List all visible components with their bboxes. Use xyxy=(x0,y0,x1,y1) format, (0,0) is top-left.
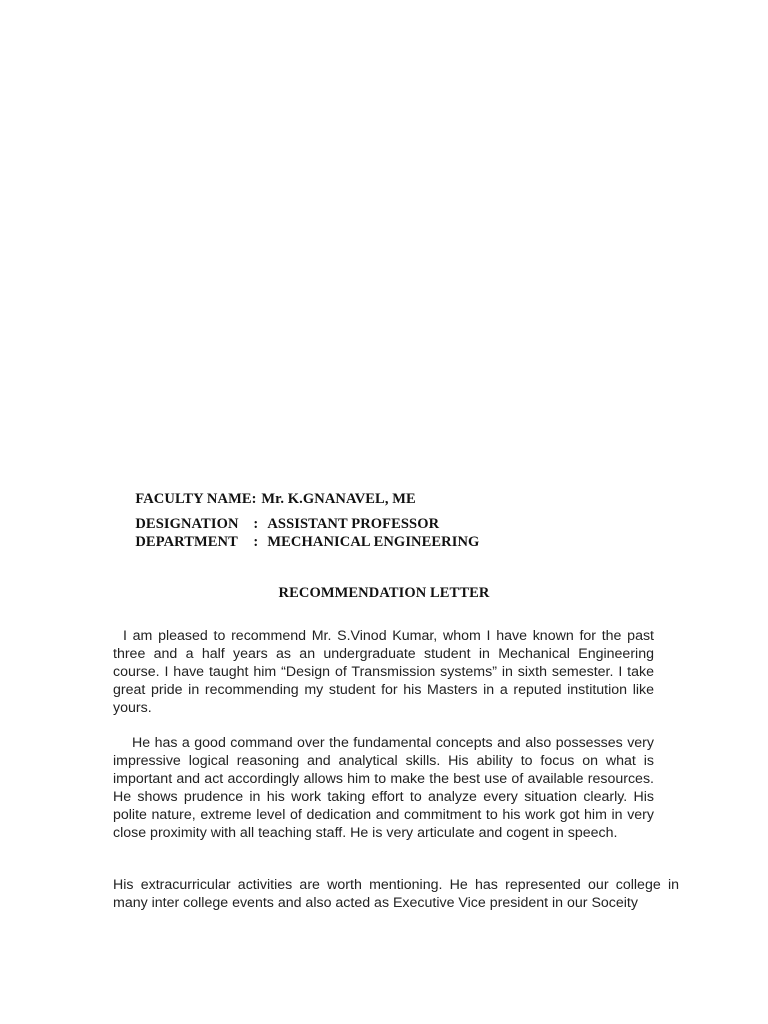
department-label: DEPARTMENT xyxy=(135,533,238,550)
letter-paragraph-2: He has a good command over the fundamental concepts and also possesses very impressive logical reasoning and analytical skills. His ability to focus on what is important and act accordingly allows him to make the best use of available resources. He shows prudence in his work taking effort to analyze every situation clearly. His polite nature, extreme level of dedication and commitment to his work got him in very close proximity with all teaching staff. He is very articulate and cogent in speech. xyxy=(113,735,654,841)
designation-value: ASSISTANT PROFESSOR xyxy=(267,516,440,532)
faculty-name-line xyxy=(113,473,479,507)
letter-paragraph-1: I am pleased to recommend Mr. S.Vinod Kumar, whom I have known for the past three and a half years as an undergraduate student in Mechanical Engineering course. I have taught him “Design of Transmission systems” in sixth semester. I take great pride in recommending my student for his Masters in a reputed institution like yours. xyxy=(113,628,654,716)
faculty-header xyxy=(113,473,480,550)
letter-paragraph-3: His extracurricular activities are worth mentioning. He has represented our college in many inter college events and also acted as Executive Vice president in our Soceity xyxy=(113,877,679,911)
designation-label: DESIGNATION xyxy=(135,516,239,532)
letter-title-text: RECOMMENDATION LETTER xyxy=(278,585,490,601)
faculty-name-value: Mr. K.GNANAVEL, ME xyxy=(261,490,416,507)
designation-separator: : xyxy=(253,516,259,532)
department-value: MECHANICAL ENGINEERING xyxy=(267,533,480,550)
letter-title xyxy=(0,585,768,602)
department-separator: : xyxy=(253,533,259,550)
faculty-name-label: FACULTY NAME: xyxy=(135,490,257,507)
